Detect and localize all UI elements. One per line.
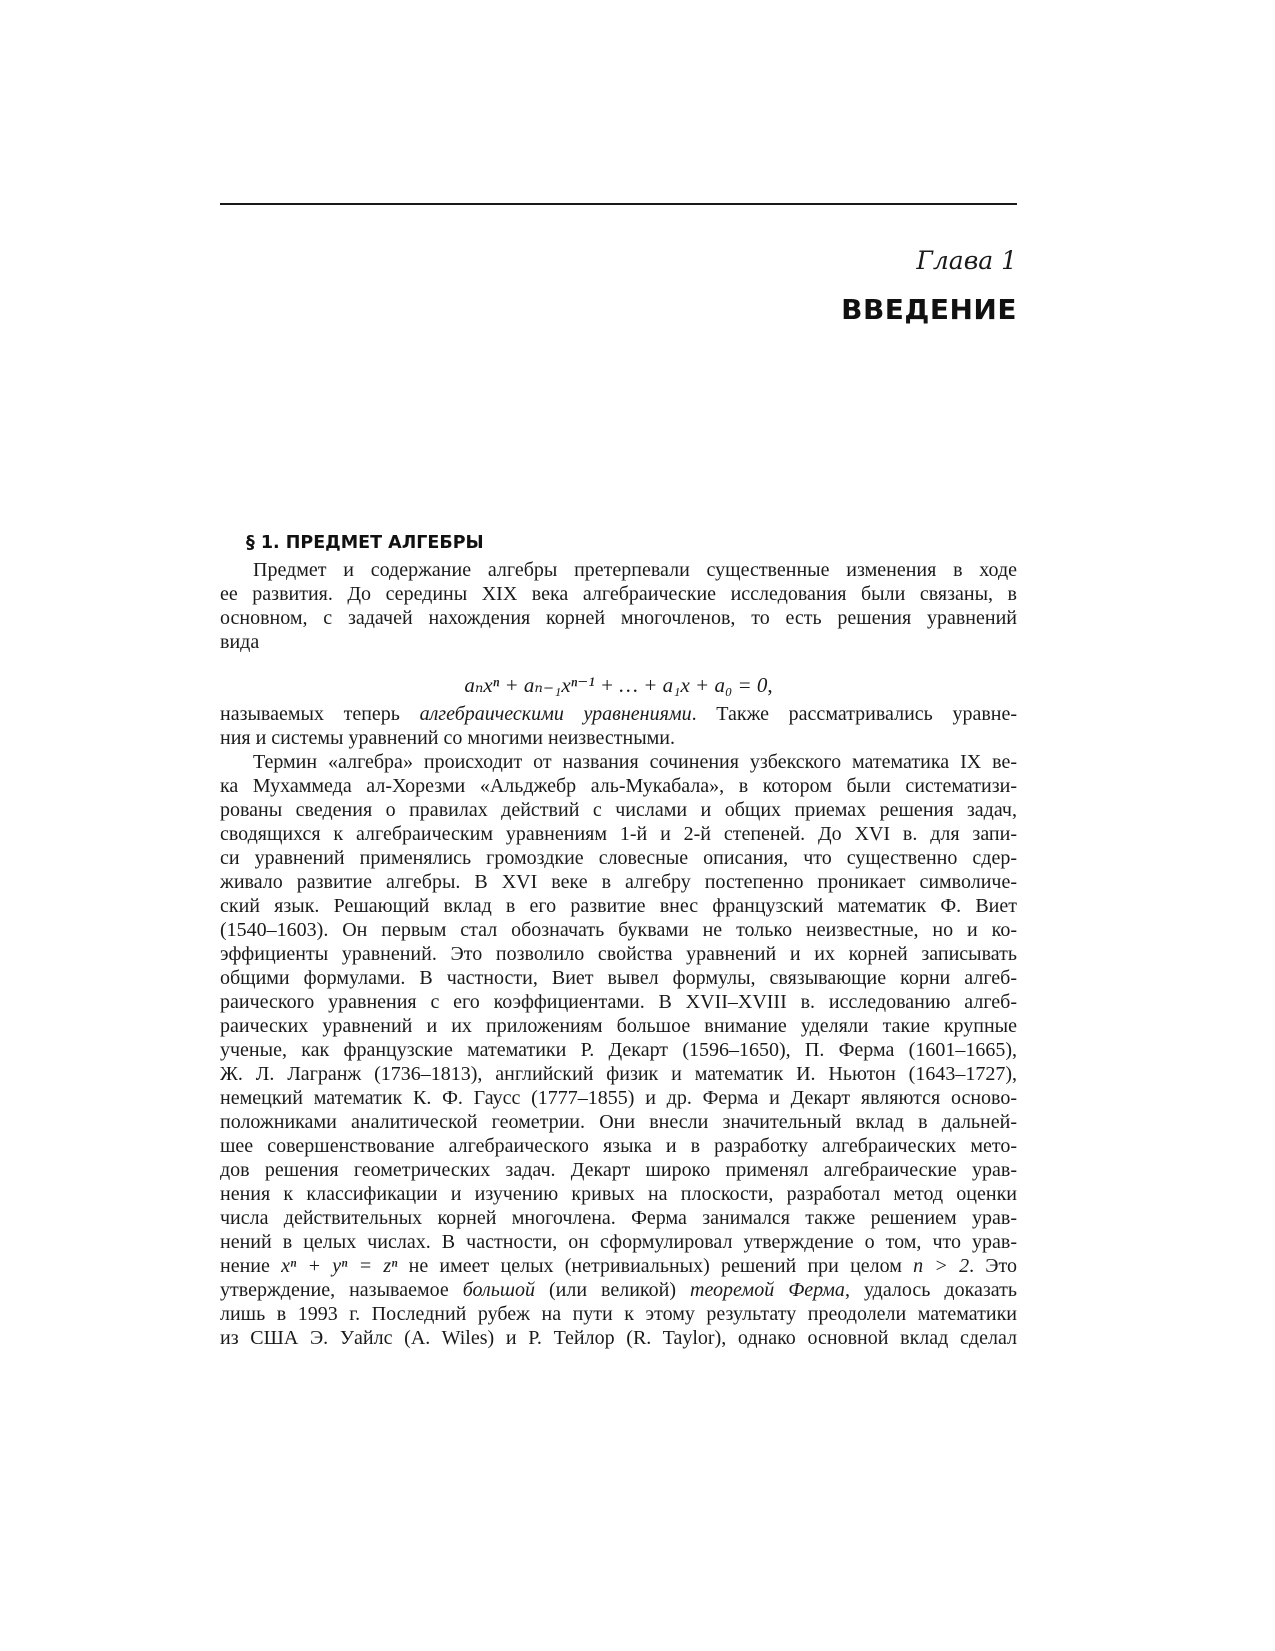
text-line: нений в целых числах. В частности, он сформулировал утверждение о том, что урав- (220, 1231, 1017, 1253)
text-line: ка Мухаммеда ал-Хорезми «Альджебр аль-Мукабала», в котором были систематизи- (220, 775, 1017, 797)
text-span: , удалось доказать (844, 1279, 1017, 1301)
text-line: из США Э. Уайлс (A. Wiles) и Р. Тейлор (R. Taylor), однако основной вклад сделал (220, 1327, 1017, 1349)
text-line: раических уравнений и их приложениям большое внимание уделяли такие крупные (220, 1015, 1017, 1037)
chapter-label: Глава 1 (916, 246, 1017, 275)
text-span: . Также рассматривались уравне- (691, 703, 1017, 725)
text-span: (или великой) (534, 1279, 690, 1301)
equation-formula: aₙxⁿ + aₙ₋₁xⁿ⁻¹ + … + a₁x + a₀ = 0 (464, 673, 768, 697)
paragraph-intro-continued (220, 702, 1017, 750)
text-line: лишь в 1993 г. Последний рубеж на пути к этому результату преодолели математики (220, 1303, 1017, 1325)
text-line: раического уравнения с его коэффициентами. В XVII–XVIII в. исследованию алгеб- (220, 991, 1017, 1013)
text-line: Термин «алгебра» происходит от названия сочинения узбекского математика IX ве- (253, 751, 1017, 773)
text-line: Ж. Л. Лагранж (1736–1813), английский физик и математик И. Ньютон (1643–1727), (220, 1063, 1017, 1085)
text-line: ученые, как французские математики Р. Декарт (1596–1650), П. Ферма (1601–1665), (220, 1039, 1017, 1061)
text-line (220, 1254, 1017, 1278)
text-line: эффициенты уравнений. Это позволило свойства уравнений и их корней записывать (220, 943, 1017, 965)
text-line: живало развитие алгебры. В XVI веке в алгебру постепенно проникает символиче- (220, 871, 1017, 893)
text-line (220, 1278, 1017, 1302)
text-line: шее совершенствование алгебраического языка и в разработку алгебраических мето- (220, 1135, 1017, 1157)
section-heading: § 1. ПРЕДМЕТ АЛГЕБРЫ (246, 533, 484, 553)
text-line: сводящихся к алгебраическим уравнениям 1-й и 2-й степеней. До XVI в. для запи- (220, 823, 1017, 845)
text-span: называемых теперь (220, 703, 420, 725)
text-span: нение (220, 1255, 282, 1277)
text-line: немецкий математик К. Ф. Гаусс (1777–1855) и др. Ферма и Декарт являются осново- (220, 1087, 1017, 1109)
text-line: Предмет и содержание алгебры претерпевали существенные изменения в ходе (253, 559, 1017, 581)
text-line: рованы сведения о правилах действий с числами и общих приемах решения задач, (220, 799, 1017, 821)
equation-punctuation: , (767, 673, 773, 697)
text-span: . Это (969, 1255, 1017, 1277)
term-algebraic-equations: алгебраическими уравнениями (419, 703, 692, 725)
text-span: не имеет целых (нетривиальных) решений при целом (397, 1255, 914, 1277)
text-line (220, 702, 1017, 726)
text-span: утверждение, называемое (220, 1279, 463, 1301)
paragraph-history (220, 750, 1017, 1350)
fermat-formula: xⁿ + yⁿ = zⁿ (281, 1255, 398, 1277)
text-line: общими формулами. В частности, Виет вывел формулы, связывающие корни алгеб- (220, 967, 1017, 989)
chapter-top-rule (220, 203, 1017, 205)
polynomial-equation (220, 670, 1017, 700)
paragraph-intro (220, 558, 1017, 654)
term-fermat-theorem: теоремой Ферма (690, 1279, 845, 1301)
text-line: нения к классификации и изучению кривых на плоскости, разработал метод оценки (220, 1183, 1017, 1205)
term-big: большой (462, 1279, 535, 1301)
text-line: ния и системы уравнений со многими неизвестными. (220, 727, 675, 749)
fermat-condition: n > 2 (913, 1255, 970, 1277)
text-line: положниками аналитической геометрии. Они внесли значительный вклад в дальней- (220, 1111, 1017, 1133)
chapter-title: ВВЕДЕНИЕ (841, 293, 1017, 326)
text-line: ее развития. До середины XIX века алгебраические исследования были связаны, в (220, 583, 1017, 605)
text-line: (1540–1603). Он первым стал обозначать буквами не только неизвестные, но и ко- (220, 919, 1017, 941)
text-line: вида (220, 631, 260, 653)
text-line: ский язык. Решающий вклад в его развитие внес французский математик Ф. Виет (220, 895, 1017, 917)
text-line: числа действительных корней многочлена. Ферма занимался также решением урав- (220, 1207, 1017, 1229)
text-line: си уравнений применялись громоздкие словесные описания, что существенно сдер- (220, 847, 1017, 869)
text-line: дов решения геометрических задач. Декарт широко применял алгебраические урав- (220, 1159, 1017, 1181)
text-line: основном, с задачей нахождения корней многочленов, то есть решения уравнений (220, 607, 1017, 629)
